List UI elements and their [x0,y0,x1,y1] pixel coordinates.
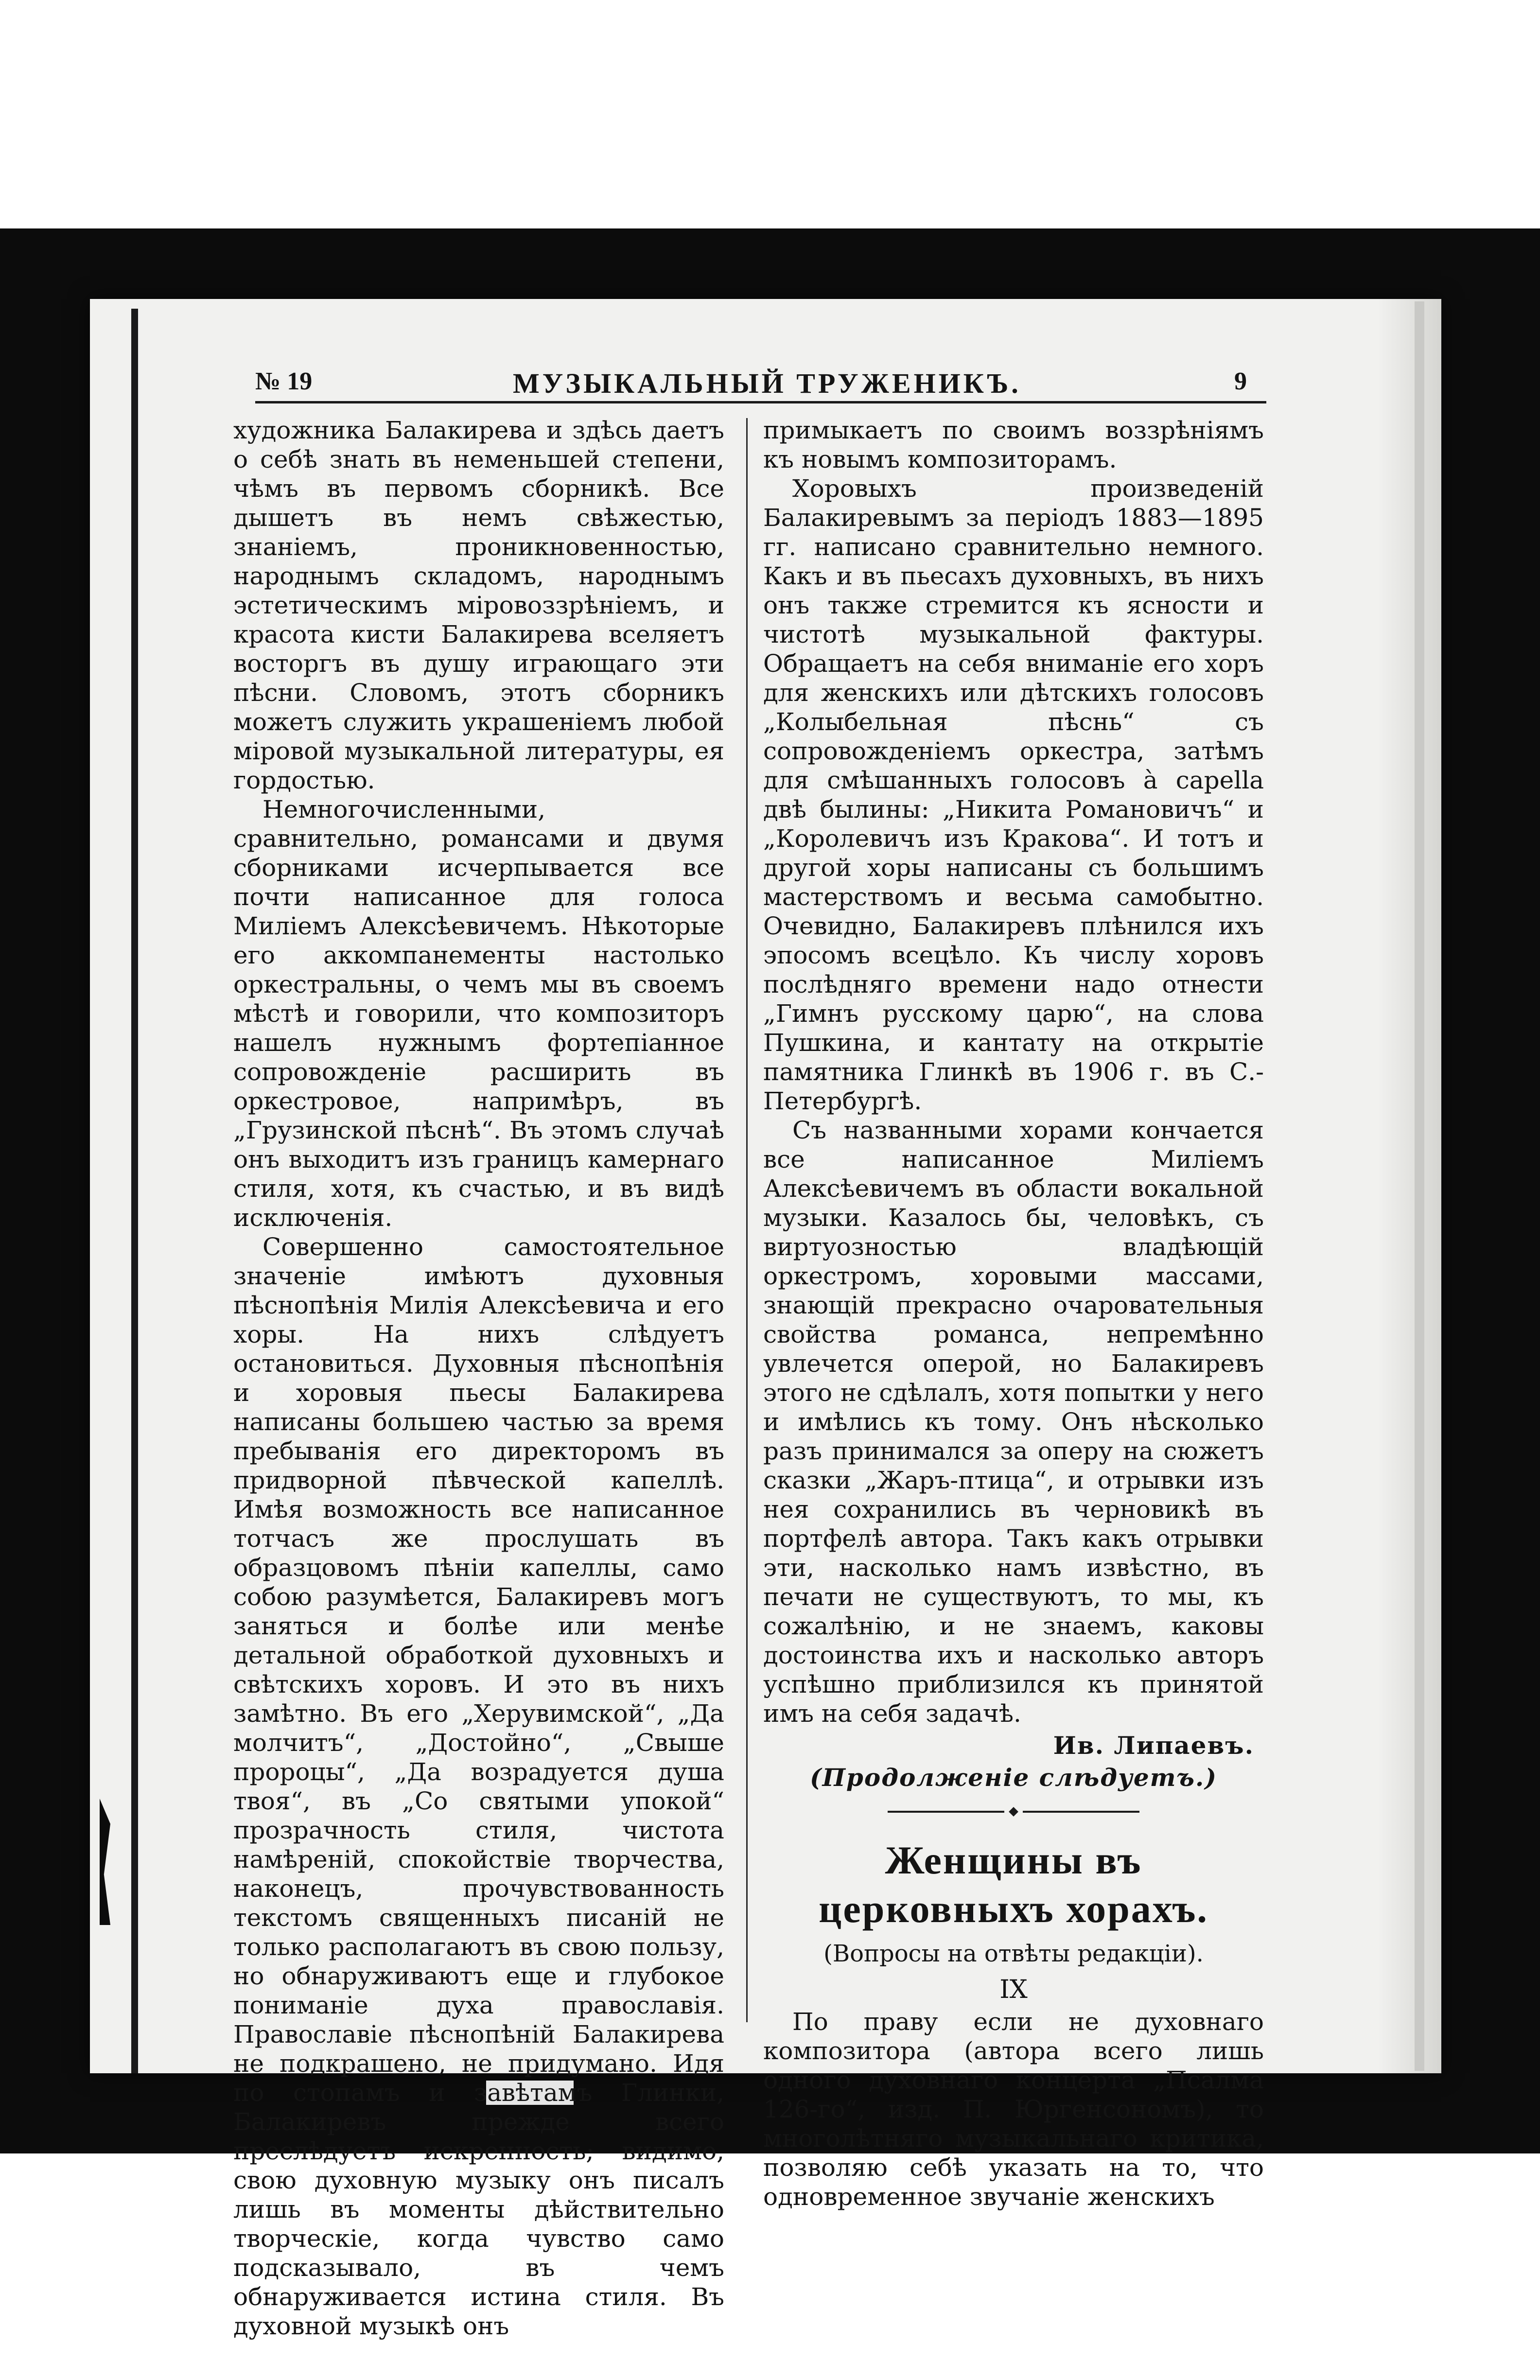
author-signature: Ив. Липаевъ. [1053,1731,1254,1760]
paragraph: художника Балакирева и здѣсь даетъ о себѣ знать въ неменьшей степени, чѣмъ въ первомъ сборникѣ. Все дышетъ въ немъ свѣжестью, знаніемъ, проникновенностью, народнымъ складомъ, народнымъ эстетическимъ міровоззрѣніемъ, и красота кисти Балакирева вселяетъ восторгъ въ душу играющаго эти пѣсни. Словомъ, этотъ сборникъ можетъ служить украшеніемъ любой міровой музыкальной литературы, ея гордостью. [233,416,724,794]
article-title: Женщины въ церковныхъ хорахъ. [819,1838,1208,1931]
left-column [233,416,724,2340]
column-divider [746,418,748,2022]
paragraph: Немногочисленными, сравнительно, романсами и двумя сборниками исчерпывается все почти написанное для голоса Миліемъ Алексѣевичемъ. Нѣкоторые его аккомпанементы настолько оркестральны, о чемъ мы въ своемъ мѣстѣ и говорили, что композиторъ нашелъ нужнымъ фортепіанное сопровожденіе расширить въ оркестровое, напримѣръ, въ „Грузинской пѣснѣ“. Въ этомъ случаѣ онъ выходитъ изъ границъ камернаго стиля, хотя, къ счастью, и въ видѣ исключенія. [233,795,724,1232]
binding-line [131,309,138,2073]
page-edge-shadow [1415,301,1424,2071]
issue-number: № 19 [255,368,313,395]
page-header [255,367,1266,403]
article-subtitle: (Вопросы на отвѣты редакціи). [823,1940,1204,1967]
section-number: IX [999,1975,1028,2004]
paragraph: Совершенно самостоятельное значеніе имѣютъ духовныя пѣснопѣнія Милія Алексѣевича и его хоры. На нихъ слѣдуетъ остановиться. Духовныя пѣснопѣнія и хоровыя пьесы Балакирева написаны большею частью за время пребыванія его директоромъ въ придворной пѣвческой капеллѣ. Имѣя возможность все написанное тотчасъ же прослушать въ образцовомъ пѣніи капеллы, само собою разумѣется, Балакиревъ могъ заняться и болѣе или менѣе детальной обработкой духовныхъ и свѣтскихъ хоровъ. И это въ нихъ замѣтно. Въ его „Херувимской“, „Да молчитъ“, „Достойно“, „Свыше пророцы“, „Да возрадуется душа твоя“, въ „Со святыми упокой“ прозрачность стиля, чистота намѣреній, спокойствіе творчества, наконецъ, прочувствованность текстомъ священныхъ писаній не только располагаютъ въ свою пользу, но обнаруживаютъ еще и глубокое пониманіе духа православія. Православіе пѣснопѣній Балакирева не подкрашено, не придумано. Идя по стопамъ и завѣтамъ Глинки, Балакиревъ прежде всего преслѣдуетъ искренность; видимо, свою духовную музыку онъ писалъ лишь въ моменты дѣйствительно творческіе, когда чувство само подсказывало, въ чемъ обнаруживается истина стиля. Въ духовной музыкѣ онъ [233,1233,724,2340]
paragraph: По праву если не духовнаго композитора (автора всего лишь одного духовнаго концерта „Псалма 126-го“, изд. П. Юргенсономъ), то многолѣтняго музыкальнаго критика, позволяю себѣ указать на то, что одновременное звучаніе женскихъ [763,2008,1264,2211]
continued-note: (Продолженіе слѣдуетъ.) [809,1763,1218,1792]
paragraph: примыкаетъ по своимъ воззрѣніямъ къ новымъ композиторамъ. [763,416,1264,473]
page-number: 9 [1234,368,1247,395]
journal-title: МУЗЫКАЛЬНЫЙ ТРУЖЕНИКЪ. [513,368,1021,399]
paragraph: Съ названными хорами кончается все написанное Миліемъ Алексѣевичемъ въ области вокальной музыки. Казалось бы, человѣкъ, съ виртуозностью владѣющій оркестромъ, хоровыми массами, знающій прекрасно очаровательныя свойства романса, непремѣнно увлечется оперой, но Балакиревъ этого не сдѣлалъ, хотя попытки у него и имѣлись къ тому. Онъ нѣсколько разъ принимался за оперу на сюжетъ сказки „Жаръ-птица“, и отрывки изъ нея сохранились въ черновикѣ въ портфелѣ автора. Такъ какъ отрывки эти, насколько намъ извѣстно, въ печати не существуютъ, то мы, къ сожалѣнію, и не знаемъ, каковы достоинства ихъ и насколько авторъ успѣшно приблизился къ принятой имъ на себя задачѣ. [763,1116,1264,1728]
right-column [763,416,1264,2211]
section-divider-ornament [763,1807,1264,1817]
paragraph: Хоровыхъ произведеній Балакиревымъ за періодъ 1883—1895 гг. написано сравнительно немного. Какъ и въ пьесахъ духовныхъ, въ нихъ онъ также стремится къ ясности и чистотѣ музыкальной фактуры. Обращаетъ на себя вниманіе его хоръ для женскихъ или дѣтскихъ голосовъ „Колыбельная пѣснь“ съ сопровожденіемъ оркестра, затѣмъ для смѣшанныхъ голосовъ à capella двѣ былины: „Никита Романовичъ“ и „Королевичъ изъ Кракова“. И тотъ и другой хоры написаны съ большимъ мастерствомъ и весьма самобытно. Очевидно, Балакиревъ плѣнился ихъ эпосомъ всецѣло. Къ числу хоровъ послѣдняго времени надо отнести „Гимнъ русскому царю“, на слова Пушкина, и кантату на открытіе памятника Глинкѣ въ 1906 г. въ С.-Петербургѣ. [763,474,1264,1115]
